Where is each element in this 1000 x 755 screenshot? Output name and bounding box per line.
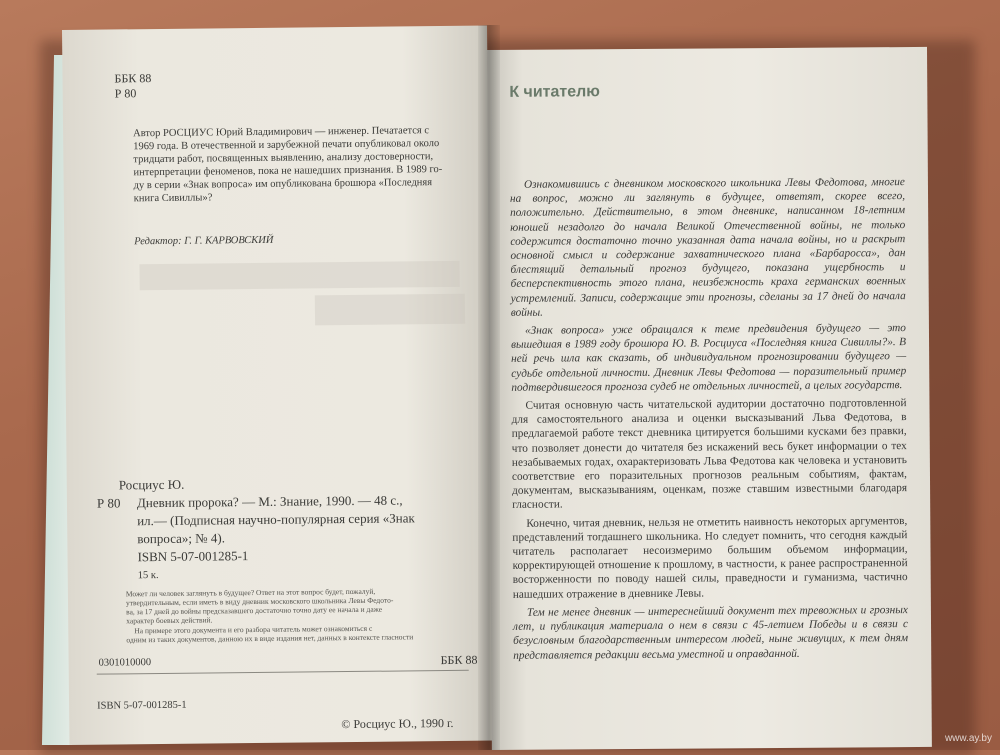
card-rule [97,670,469,675]
left-page [62,26,494,745]
paragraph: Считая основную часть читательской аудитории достаточно подготовленной для самостоятельного анализа и оценки высказываний Льва Федотова, в предлагаемой работе текст дневника цитируется большими кусками без правки, что позволяет донести до читателя без искажений весь букет информации о тех незабываемых годах, охарактеризовать Льва Федотова как человека и установить соответствие его поразительных прогнозов реальным событиям, фактам, документам, высказываниям, оценкам, позже ставшим известными благодаря гласности. [511,397,908,512]
paragraph: Конечно, читая дневник, нельзя не отметить наивность некоторых аргументов, представлений тогдашнего школьника. Но следует помнить, что сегодня каждый читатель располагает несоизмеримо большим объемом информации, корректирующей отношение к прошлому, в частности, к ранее распространенной восторженности по поводу нашей силы, праведности и гуманизма, частично нашедших отражение в дневнике Левы. [512,514,908,601]
copyright-line: © Росциус Ю., 1990 г. [341,715,454,732]
author-note-line: книга Сивиллы»? [133,192,213,205]
card-abstract-line: ва, за 17 дней до войны предсказавшего достаточно точно дату ее начала и даже [126,604,383,617]
card-abstract-line: утвердительным, если иметь в виду дневник московского школьника Левы Федото- [125,595,394,608]
catalog-code-top: Р 80 [114,86,137,101]
bbk-code-bottom: ББК 88 [440,652,478,668]
editor-line: Редактор: Г. Г. КАРВОВСКИЙ [134,234,274,248]
isbn-bottom: ISBN 5-07-001285-1 [97,699,187,712]
author-note-line: тридцати работ, посвященных выявлению, анализу достоверности, [133,151,434,166]
author-note-line: ду в серии «Знак вопроса» им опубликована брошюра «Последняя [133,177,433,192]
card-line: вопроса»; № 4). [137,530,226,547]
bbk-code-top: ББК 88 [114,71,152,86]
card-number: 0301010000 [98,657,152,669]
card-code: Р 80 [96,495,121,511]
paragraph: «Знак вопроса» уже обращался к теме предвидения будущего — это вышедшая в 1989 году брошюра Ю. В. Росциуса «Последняя книга Сивиллы?». В ней речь шла как сказать, об индивидуальном прогнозировании будущего — судьбе отдельной личности. Дневник Левы Федотова — поразительный пример подтвердившегося прогноза судеб не отдельных личностей, а целых государств. [511,322,907,394]
card-abstract-line: одним из таких документов, данною их в виде издания нет, данных в контексте гласности [126,632,414,645]
card-line: Дневник пророка? — М.: Знание, 1990. — 48 с., [136,492,403,511]
card-author: Росциус Ю. [118,476,185,493]
card-abstract-line: На примере этого документа и его разбора читатель может ознакомиться с [134,623,373,636]
card-line: ил.— (Подписная научно-популярная серия «Знак [137,510,415,529]
author-note-line: интерпретации феноменов, пока не нашедших признания. В 1989 го- [133,164,443,179]
paragraph: Ознакомившись с дневником московского школьника Левы Федотова, многие на вопрос, можно ли заглянуть в будущее, ответят, скорее всего, положительно. Действительно, в этом дневнике, написанном 18-летним юношей незадолго до начала Великой Отечественной войны, не только содержится достаточно точно указанная дата начала войны, но и раскрыт основной смысл и содержание захватнического плана «Барбаросса», дан блестящий детальный прогноз будущего, показана ущербность и бесперспективность этого плана, неизбежность краха германских военных устремлений. Записи, содержащие эти прогнозы, сделаны за 17 дней до начала войны. [509,176,906,319]
author-note-line: Автор РОСЦИУС Юрий Владимирович — инженер. Печатается с [133,125,430,140]
card-isbn: ISBN 5-07-001285-1 [137,548,249,565]
body-text [510,175,908,666]
book-gutter [478,25,500,750]
right-page [487,47,932,750]
card-price: 15 к. [137,570,159,582]
show-through-shape [139,261,459,290]
show-through-shape [315,294,465,326]
watermark: www.ay.by [944,733,992,744]
paragraph: Тем не менее дневник — интереснейший документ тех тревожных и грозных лет, и публикация материала о нем в связи с 45-летием Победы и в связи с безусловным благодарственным интересом людей, ныне живущих, к тем дням представляется редакции весьма уместной и оправданной. [512,603,909,662]
card-abstract-line: Может ли человек заглянуть в будущее? Ответ на этот вопрос будет, пожалуй, [125,586,376,599]
card-abstract-line: характер боевых действий. [126,615,213,626]
author-note-line: 1969 года. В отечественной и зарубежной печати опубликовал около [133,138,440,153]
page-heading: К читателю [509,83,600,101]
